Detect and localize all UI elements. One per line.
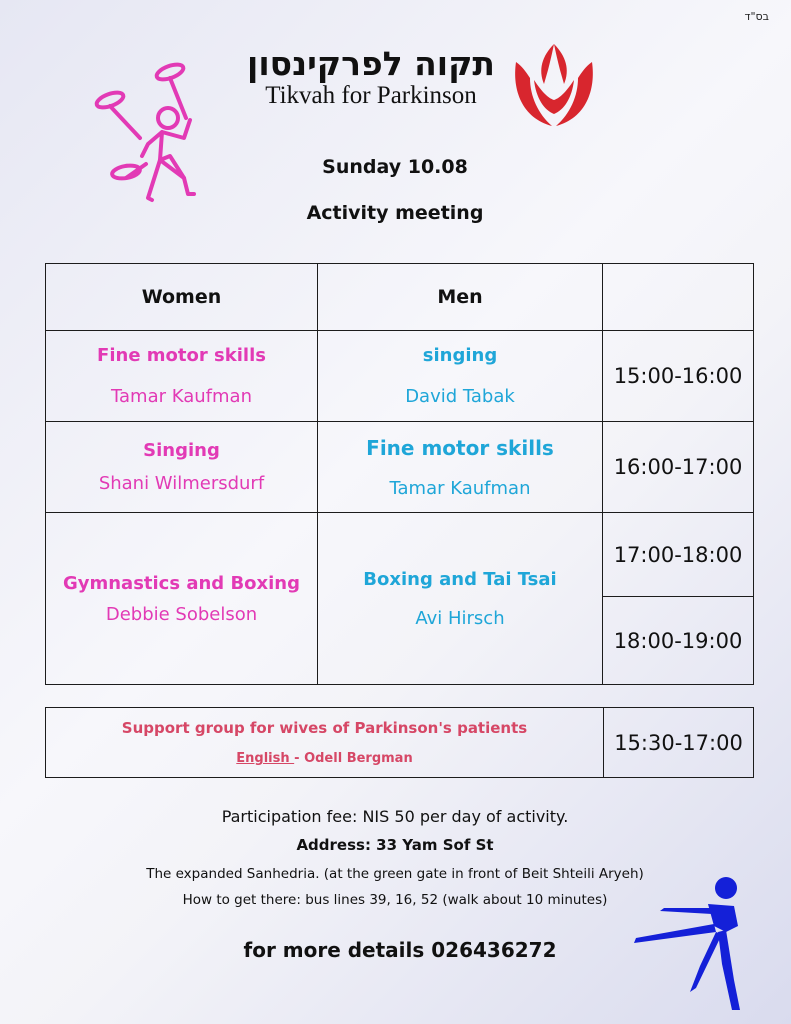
time-slot: 17:00-18:00 (603, 513, 754, 597)
time-slot: 16:00-17:00 (603, 422, 754, 513)
juggler-icon (86, 60, 226, 214)
participation-fee: Participation fee: NIS 50 per day of activity. (221, 807, 569, 826)
time-slot: 18:00-19:00 (603, 597, 754, 685)
support-group-leader-line (236, 751, 412, 766)
time-slot: 15:00-16:00 (603, 331, 754, 422)
men-cell (318, 331, 603, 422)
women-header: Women (46, 264, 318, 331)
women-activity: Fine motor skills (97, 345, 266, 366)
logo-english-text: Tikvah for Parkinson (265, 82, 477, 109)
women-cell (46, 513, 318, 685)
men-cell (318, 422, 603, 513)
time-header (603, 264, 754, 331)
event-date: Sunday 10.08 (322, 156, 468, 178)
table-row (46, 331, 754, 422)
boxer-icon (630, 870, 760, 1019)
support-language: English (236, 751, 295, 766)
tulip-logo-icon (508, 40, 600, 136)
address: Address: 33 Yam Sof St (296, 836, 494, 854)
men-activity: singing (422, 345, 498, 366)
area-description: The expanded Sanhedria. (at the green gate in front of Beit Shteili Aryeh) (146, 866, 644, 882)
men-leader: Tamar Kaufman (389, 477, 531, 499)
contact-details: for more details 026436272 (243, 938, 557, 962)
women-activity: Singing (143, 440, 220, 461)
women-leader: Debbie Sobelson (105, 603, 258, 625)
bsd-mark: בס"ד (744, 10, 769, 23)
women-leader: Shani Wilmersdurf (98, 473, 265, 494)
bus-route: How to get there: bus lines 39, 16, 52 (walk about 10 minutes) (182, 892, 608, 908)
men-leader: Avi Hirsch (415, 607, 505, 629)
support-group-cell (46, 708, 604, 778)
table-header-row (46, 264, 754, 331)
support-group-title: Support group for wives of Parkinson's patients (121, 719, 528, 737)
women-cell (46, 422, 318, 513)
support-leader: - Odell Bergman (294, 751, 413, 766)
women-leader: Tamar Kaufman (111, 386, 252, 407)
women-cell (46, 331, 318, 422)
support-group-table (45, 707, 754, 778)
event-subtitle: Activity meeting (306, 202, 484, 224)
men-leader: David Tabak (405, 386, 515, 407)
men-cell (318, 513, 603, 685)
support-time: 15:30-17:00 (604, 708, 754, 778)
men-activity: Boxing and Tai Tsai (363, 568, 557, 590)
women-activity: Gymnastics and Boxing (62, 572, 301, 594)
men-header: Men (318, 264, 603, 331)
table-row (46, 422, 754, 513)
table-row (46, 513, 754, 597)
schedule-table (45, 263, 754, 685)
logo-hebrew-text: תקוה לפרקינסון (247, 44, 495, 83)
men-activity: Fine motor skills (366, 435, 554, 460)
